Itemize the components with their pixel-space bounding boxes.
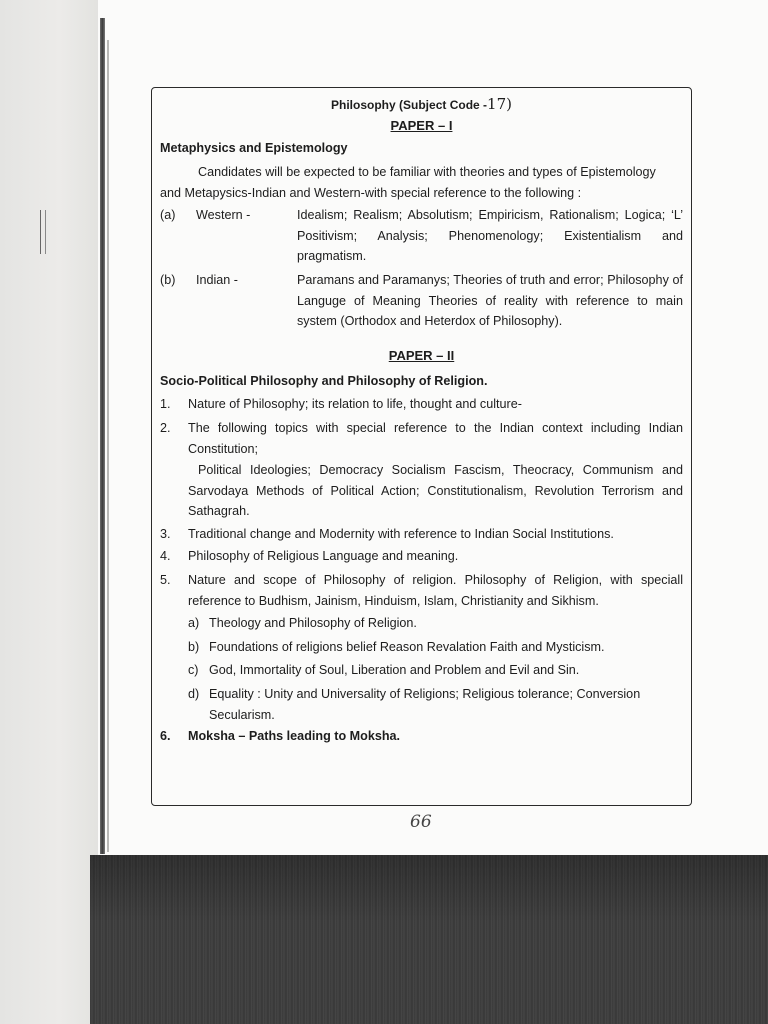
page-binding-edge — [100, 18, 105, 854]
item-text: The following topics with special reference to the Indian context including Indian Constitution; — [188, 421, 683, 456]
scanner-dark-background — [90, 855, 768, 1024]
paper1-item-western — [160, 205, 683, 267]
sub-item-text: Foundations of religions belief Reason Revalation Faith and Mysticism. — [209, 640, 605, 654]
syllabus-box — [151, 87, 692, 806]
item-number: 3. — [160, 527, 171, 541]
item-text: Idealism; Realism; Absolutism; Empiricism, Rationalism; Logica; ‘L’ Positivism; Analysis; Phenomenology; Existentialism and pragmatism. — [297, 208, 683, 263]
item-text: Traditional change and Modernity with reference to Indian Social Institutions. — [188, 527, 614, 541]
sub-item-letter: d) — [188, 687, 200, 701]
page-number: 66 — [410, 812, 432, 832]
section-heading-metaphysics: Metaphysics and Epistemology — [160, 141, 348, 155]
sub-item-text: God, Immortality of Soul, Liberation and Problem and Evil and Sin. — [209, 663, 580, 677]
item-text: Paramans and Paramanys; Theories of truth and error; Philosophy of Languge of Meaning Theories of reality with reference to main system (Orthodox and Heterdox of Philosophy). — [297, 273, 683, 328]
item-text: Political Ideologies; Democracy Socialism Fascism, Theocracy, Communism and Sarvodaya Methods of Political Action; Constitutionalism, Revolution Terrorism and Sathagrah. — [188, 463, 683, 518]
item-key: Indian - — [196, 273, 239, 287]
handwritten-code: 17) — [487, 95, 512, 113]
title-text: Philosophy (Subject Code - — [331, 98, 488, 112]
item-number: 6. — [160, 729, 171, 743]
item-number: 5. — [160, 573, 171, 587]
sub-item-text: Equality : Unity and Universality of Religions; Religious tolerance; Conversion Secularism. — [209, 687, 641, 722]
paper1-item-indian — [160, 270, 683, 332]
paper2-heading: PAPER – II — [388, 348, 455, 363]
item-number: 1. — [160, 397, 171, 411]
paper1-heading: PAPER – I — [390, 118, 453, 133]
item-text: Philosophy of Religious Language and meaning. — [188, 549, 459, 563]
item-key: Western - — [196, 208, 251, 222]
scan-artifact-mark — [40, 210, 46, 254]
intro-paragraph — [160, 162, 683, 203]
scan-background-left — [0, 0, 100, 1024]
sub-item-letter: c) — [188, 663, 199, 677]
item-label: (a) — [160, 208, 176, 222]
sub-item-text: Theology and Philosophy of Religion. — [209, 616, 417, 630]
item-number: 4. — [160, 549, 171, 563]
item-text: Moksha – Paths leading to Moksha. — [188, 729, 401, 743]
sub-item-letter: b) — [188, 640, 200, 654]
page-binding-shadow — [107, 40, 109, 852]
intro-line: and Metapysics-Indian and Western-with special reference to the following : — [160, 185, 582, 200]
sub-item-letter: a) — [188, 616, 200, 630]
intro-line: Candidates will be expected to be familiar with theories and types of Epistemology — [198, 165, 656, 179]
section-heading-socio-political: Socio-Political Philosophy and Philosophy of Religion. — [160, 374, 488, 388]
item-number: 2. — [160, 421, 171, 435]
item-text: Nature of Philosophy; its relation to life, thought and culture- — [188, 397, 522, 411]
item-label: (b) — [160, 273, 176, 287]
item-text: Nature and scope of Philosophy of religion. Philosophy of Religion, with speciall reference to Budhism, Jainism, Hinduism, Islam, Christianity and Sikhism. — [188, 573, 683, 608]
document-title — [152, 94, 691, 116]
